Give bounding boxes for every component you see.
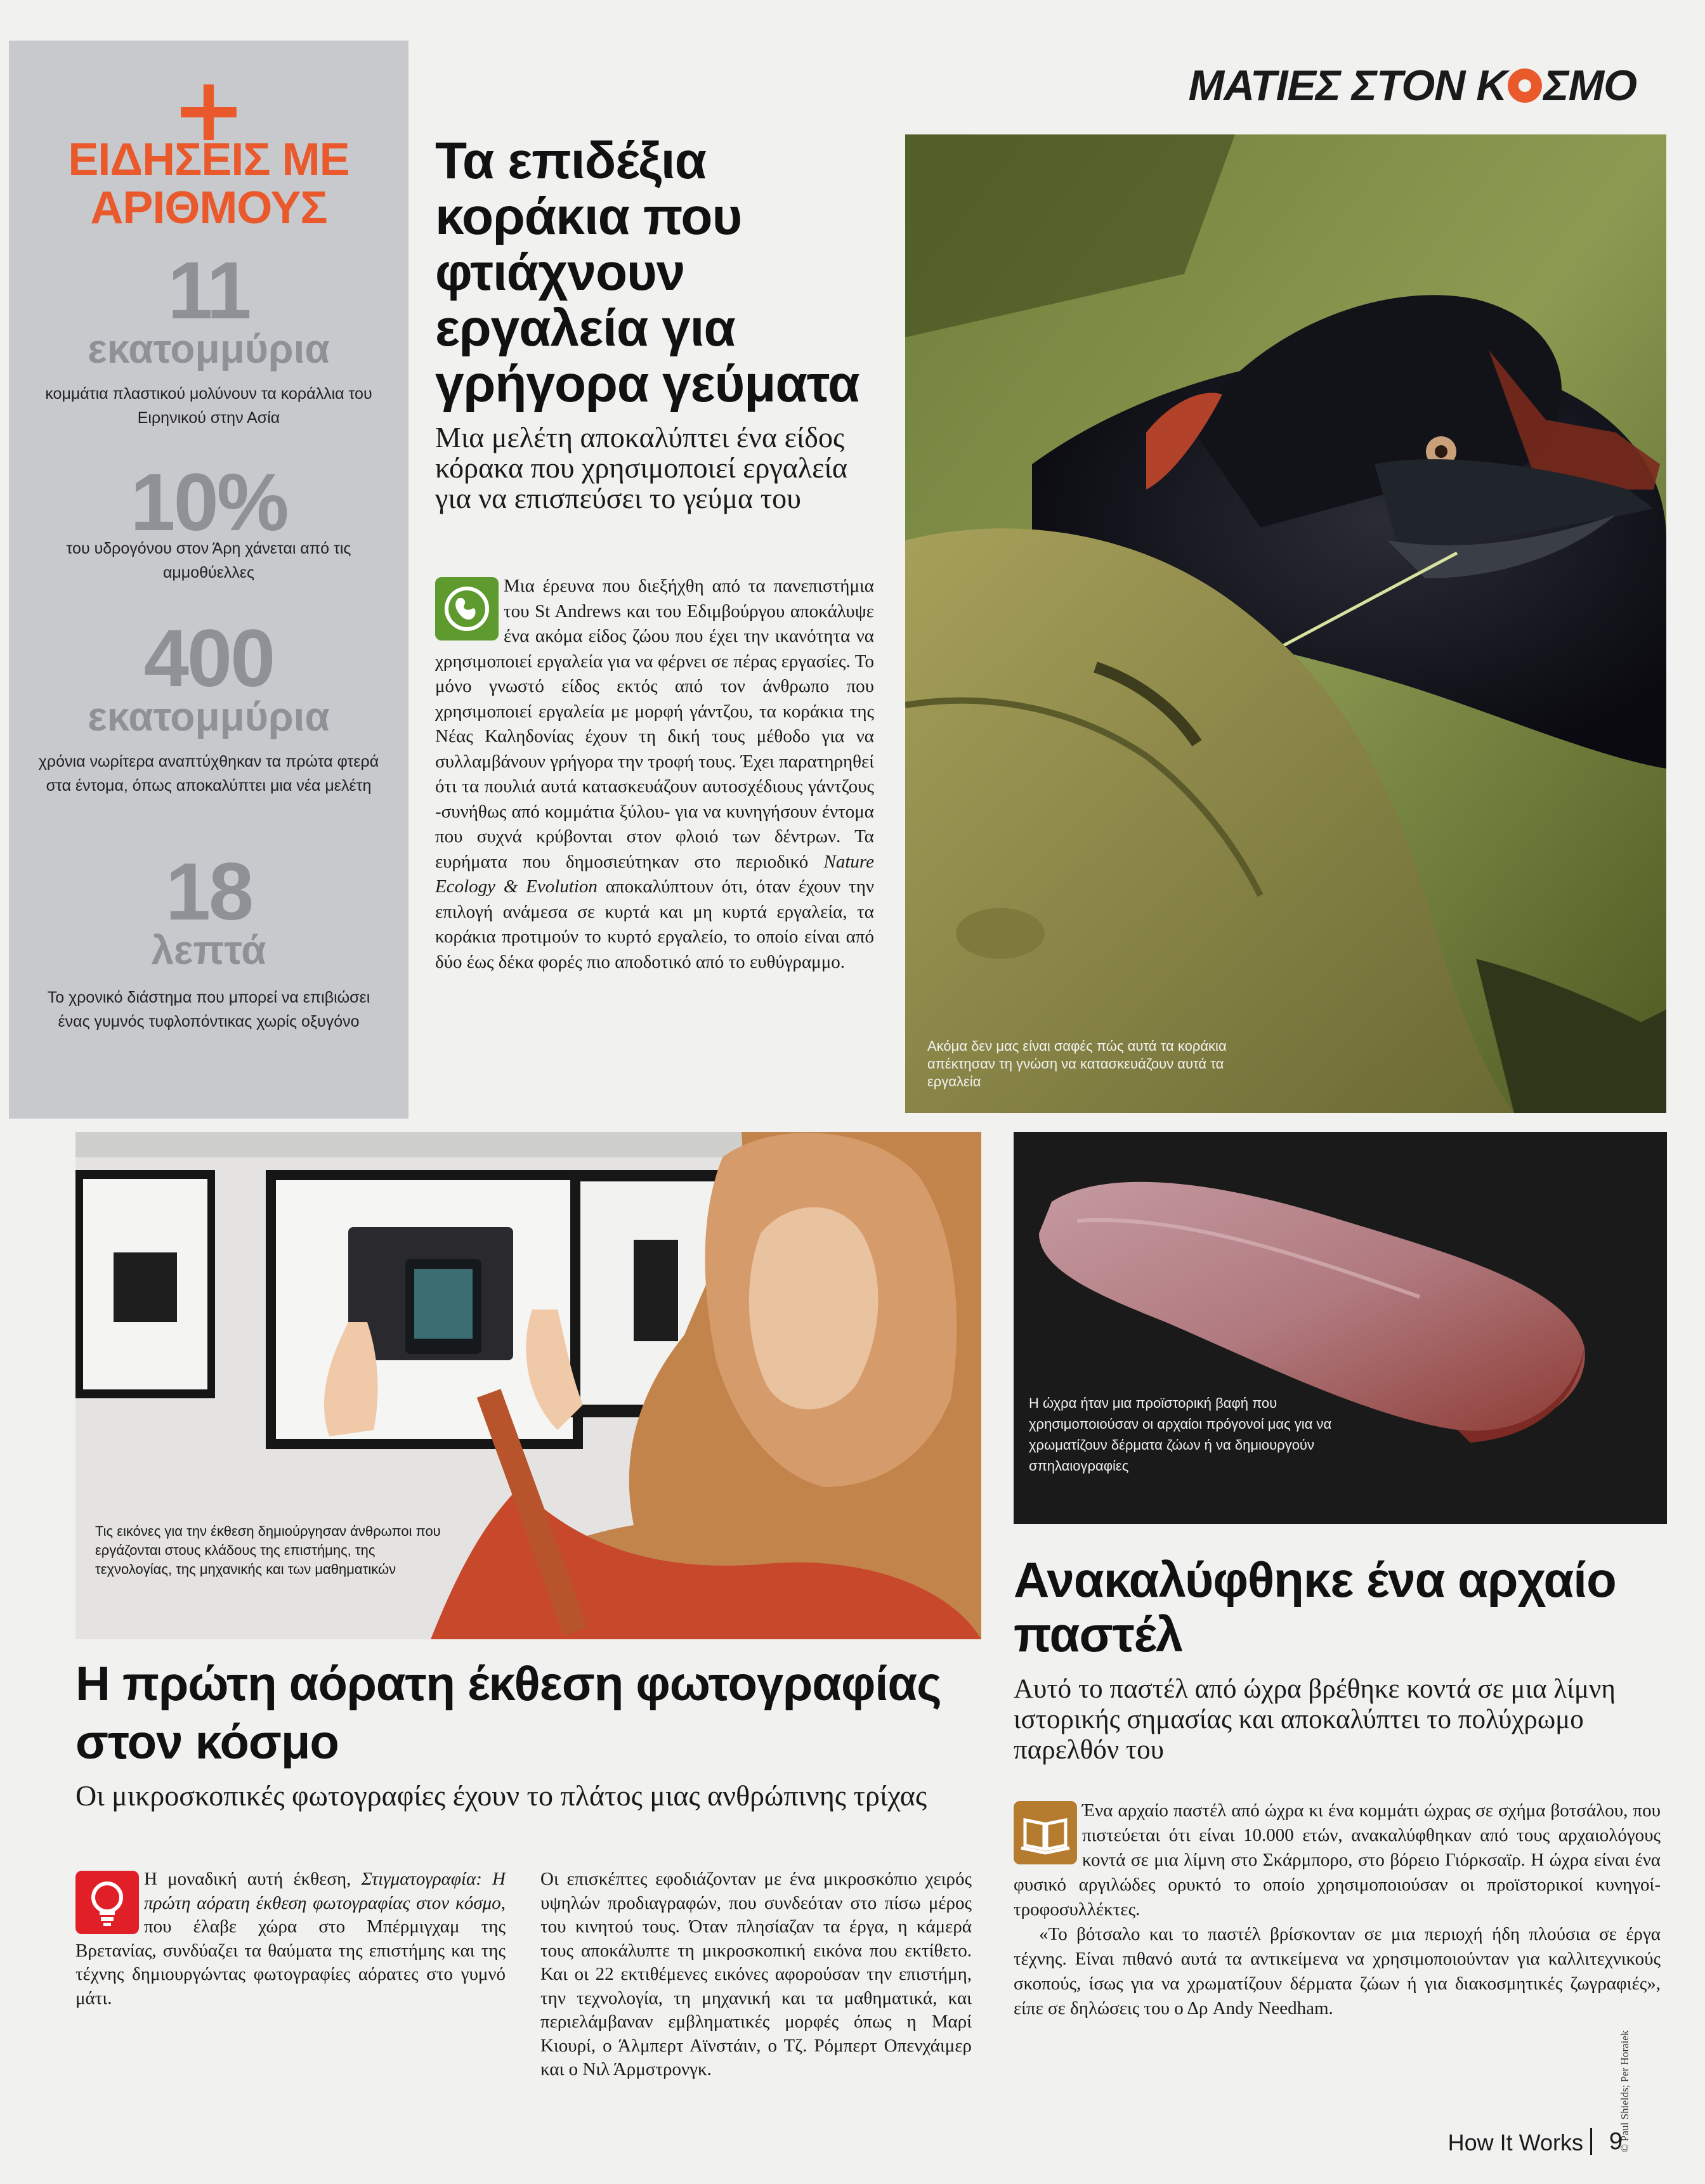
- raven-photo-caption: Ακόμα δεν μας είναι σαφές πώς αυτά τα κοράκια απέκτησαν τη γνώση να κατασκευάζουν αυτά τα εργαλεία: [927, 1038, 1227, 1089]
- footer-divider: [1590, 2128, 1592, 2155]
- plus-icon: +: [171, 58, 246, 162]
- sidebar-title-line2: ΑΡΙΘΜΟΥΣ: [90, 183, 327, 233]
- section-title: [1189, 61, 1636, 110]
- pastel-article-subtitle: Αυτό το παστέλ από ώχρα βρέθηκε κοντά σε μια λίμνη ιστορικής σημασίας και αποκαλύπτει το πολύχρωμο παρελθόν του: [1014, 1674, 1616, 1765]
- exhibition-body-column-1: [75, 1868, 506, 2010]
- page-number: 9: [1609, 2128, 1623, 2155]
- raven-article-title: Τα επιδέξια κοράκια που φτιάχνουν εργαλεία για γρήγορα γεύματα: [435, 132, 859, 413]
- raven-article-subtitle: Μια μελέτη αποκαλύπτει ένα είδος κόρακα που χρησιμοποιεί εργαλεία για να επισπεύσει το γεύμα του: [435, 421, 847, 514]
- sidebar-title: [9, 136, 408, 232]
- ochre-photo-caption: Η ώχρα ήταν μια προϊστορική βαφή που χρησιμοποιούσαν οι αρχαίοι πρόγονοί μας για να χρωματίζουν δέρματα ζώων ή να δημιουργούν σπηλαιογραφίες: [1029, 1395, 1332, 1474]
- exhibition-article-title: Η πρώτη αόρατη έκθεση φωτογραφίας στον κόσμο: [75, 1657, 941, 1769]
- photo-credit: [1614, 1943, 1639, 2152]
- stat-description: κομμάτια πλαστικού μολύνουν τα κοράλλια του Ειρηνικού στην Ασία: [45, 385, 372, 427]
- stat-description: χρόνια νωρίτερα αναπτύχθηκαν τα πρώτα φτερά στα έντομα, όπως αποκαλύπτει μια νέα μελέτη: [38, 753, 379, 795]
- stat-number: 10%: [130, 457, 287, 548]
- exhibition-body-text: , που έλαβε χώρα στο Μπέρμιγχαμ της Βρετανίας, συνδύαζει τα θαύματα της επιστήμης και της τέχνης δημιουργώντας φωτογραφίες αόρατες στο γυμνό μάτι.: [75, 1892, 506, 2008]
- stat-description: του υδρογόνου στον Άρη χάνεται από τις αμμοθύελλες: [66, 540, 351, 582]
- stat-number: 400: [143, 613, 274, 704]
- photo-credit-text: © Paul Shields; Per Horaiek: [1619, 2030, 1631, 2152]
- raven-photo: [905, 134, 1666, 1113]
- exhibition-body-intro: Η μοναδική αυτή έκθεση,: [144, 1869, 362, 1889]
- gear-icon: [1508, 68, 1542, 103]
- pastel-body-quote: «Το βότσαλο και το παστέλ βρίσκονταν σε μια περιοχή ήδη πλούσια σε έργα τέχνης. Είναι πιθανό αυτά τα αντικείμενα να χρησιμοποιούνταν για καλλιτεχνικούς σκοπούς, ίσως για να χρωματίζουν δέρματα ζώων ή για διακοσμητικές ζωγραφιές», είπε σε δηλώσεις του ο Δρ Andy Needham.: [1014, 1924, 1661, 2018]
- sidebar-title-line1: ΕΙΔΗΣΕΙΣ ΜΕ: [68, 134, 349, 185]
- stat-number: 18: [165, 847, 252, 937]
- section-title-part2: ΣΜΟ: [1543, 62, 1636, 110]
- stat-unit: εκατομμύρια: [88, 694, 330, 739]
- raven-body-text-end: αποκαλύπτουν ότι, όταν έχουν την επιλογή ανάμεσα σε κυρτά και μη κυρτά εργαλεία, τα κοράκια προτιμούν το κυρτό εργαλείο, το οποίο είναι από δύο έως δέκα φορές πιο αποδοτικό από το ευθύγραμμο.: [435, 876, 874, 972]
- magazine-name: How It Works: [1447, 2129, 1583, 2155]
- raven-body-text: Μια έρευνα που διεξήχθη από τα πανεπιστήμια του St Andrews και του Εδιμβούργου αποκάλυψε ένα ακόμα είδος ζώου που έχει την ικανότητα να χρησιμοποιεί εργαλεία για να φέρνει σε πέρας εργασίες. Το μόνο γνωστό είδος εκτός από τον άνθρωπο που χρησιμοποιεί εργαλεία με μορφή γάντζου, τα κοράκια της Νέας Καληδονίας έχουν τη δική τους μέθοδο για να συλλαμβάνουν γρήγορα την τροφή τους. Έχει παρατηρηθεί ότι τα πουλιά αυτά κατασκευάζουν αυτοσχέδιους γάντζους -συνήθως από κομμάτια ξύλου- για να κυνηγήσουν έντομα που συχνά κρύβονται στον φλοιό των δέντρων. Τα ευρήματα που δημοσιεύτηκαν στο περιοδικό: [435, 576, 874, 872]
- exhibition-article-subtitle: Οι μικροσκοπικές φωτογραφίες έχουν το πλάτος μιας ανθρώπινης τρίχας: [75, 1779, 927, 1812]
- journal-name: Nature Ecology & Evolution: [435, 851, 874, 897]
- stat-unit: εκατομμύρια: [88, 326, 330, 372]
- exhibition-name: Στιγματογραφία: Η πρώτη αόρατη έκθεση φωτογραφίας στον κόσμο: [144, 1869, 506, 1913]
- pastel-article-body: [1014, 1798, 1661, 2021]
- stat-unit: λεπτά: [151, 927, 266, 973]
- pastel-article-title: Ανακαλύφθηκε ένα αρχαίο παστέλ: [1014, 1552, 1616, 1662]
- exhibition-body-column-2: Οι επισκέπτες εφοδιάζονταν με ένα μικροσκόπιο χειρός υψηλών προδιαγραφών, που συνδεόταν στο πίσω μέρος του κινητού τους. Όταν πλησίαζαν τα έργα, η κάμερά τους αποκάλυπτε τη μικροσκοπική εικόνα που εκτίθετο. Και οι 22 εκτιθέμενες εικόνες αφορούσαν την επιστήμη, την τεχνολογία, τη μηχανική και τα μαθηματικά, και περιελάμβαναν εμβληματικές μορφές όπως η Μαρί Κιουρί, ο Άλμπερτ Αϊνστάιν, ο Τζ. Ρόμπερτ Οπενχάιμερ και ο Νιλ Άρμστρονγκ.: [540, 1869, 972, 2079]
- exhibition-photo-caption: Τις εικόνες για την έκθεση δημιούργησαν άνθρωποι που εργάζονται στους κλάδους της επιστήμης, της τεχνολογίας, της μηχανικής και των μαθηματικών: [95, 1523, 441, 1577]
- raven-article-body: [435, 574, 874, 975]
- pastel-body-paragraph: Ένα αρχαίο παστέλ από ώχρα κι ένα κομμάτι ώχρας σε σχήμα βοτσάλου, που πιστεύεται ότι είναι 10.000 ετών, ανακαλύφθηκαν από τους αρχαιολόγους κοντά σε μια λίμνη στο Σκάρμπορο, στο βόρειο Γιόρκσαϊρ. Η ώχρα είναι ένα φυσικό αργιλώδες ορυκτό το οποίο χρησιμοποιούσαν οι προϊστορικοί κυνηγοί-τροφοσυλλέκτες.: [1014, 1800, 1661, 1920]
- stat-number: 11: [167, 245, 250, 336]
- section-title-part1: ΜΑΤΙΕΣ ΣΤΟΝ Κ: [1188, 62, 1507, 110]
- stat-description: Το χρονικό διάστημα που μπορεί να επιβιώσει ένας γυμνός τυφλοπόντικας χωρίς οξυγόνο: [47, 989, 370, 1030]
- numbers-sidebar: [9, 41, 408, 1119]
